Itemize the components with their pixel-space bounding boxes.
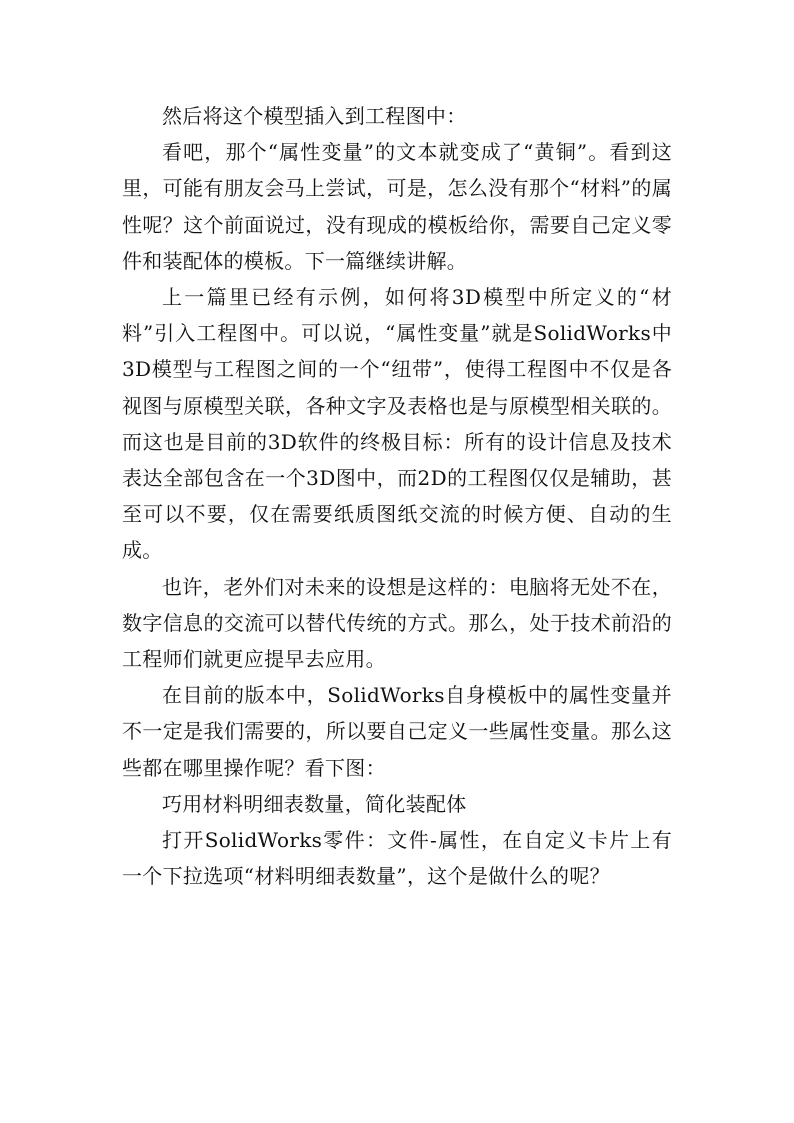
paragraph-insert-model: 然后将这个模型插入到工程图中： <box>162 104 467 128</box>
paragraph-property-variable-text: 看吧，那个“属性变量”的文本就变成了“黄铜”。看到这里，可能有朋友会马上尝试，可是，怎么没有那个“材料”的属性呢？这个前面说过，没有现成的模板给你，需要自己定义零件和装配体的模板。下一篇继续讲解。 <box>122 140 672 273</box>
section-heading-bom-quantity: 巧用材料明细表数量，简化装配体 <box>162 791 467 816</box>
document-body <box>122 98 672 894</box>
paragraph-material-link: 上一篇里已经有示例，如何将3D模型中所定义的“材料”引入工程图中。可以说，“属性变量”就是SolidWorks中3D模型与工程图之间的一个“纽带”，使得工程图中不仅是各视图与原模型关联，各种文字及表格也是与原模型相关联的。而这也是目前的3D软件的终极目标：所有的设计信息及技术表达全部包含在一个3D图中，而2D的工程图仅仅是辅助，甚至可以不要，仅在需要纸质图纸交流的时候方便、自动的生成。 <box>122 285 672 563</box>
paragraph-current-version: 在目前的版本中，SolidWorks自身模板中的属性变量并不一定是我们需要的，所以要自己定义一些属性变量。那么这些都在哪里操作呢？看下图： <box>122 683 672 780</box>
paragraph-future-vision: 也许，老外们对未来的设想是这样的：电脑将无处不在，数字信息的交流可以替代传统的方式。那么，处于技术前沿的工程师们就更应提早去应用。 <box>122 574 672 672</box>
paragraph-open-part: 打开SolidWorks零件：文件-属性，在自定义卡片上有一个下拉选项“材料明细表数量”，这个是做什么的呢？ <box>122 828 672 889</box>
